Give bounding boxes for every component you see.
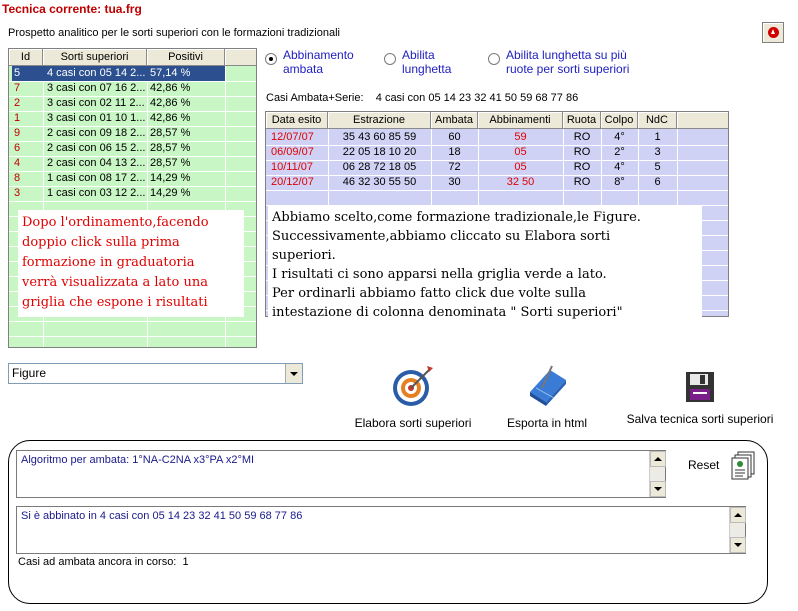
scroll-down-button[interactable] xyxy=(730,537,746,553)
col-header-abbinamenti[interactable]: Abbinamenti xyxy=(478,112,563,129)
cell-ndc: 6 xyxy=(654,176,661,188)
cell-data-esito: 06/09/07 xyxy=(271,146,314,158)
cell-id: 8 xyxy=(14,172,21,184)
note-line: Dopo l'ordinamento,facendo xyxy=(22,215,209,230)
grid-line xyxy=(9,201,256,202)
annotation-note-black xyxy=(268,206,702,318)
scroll-up-button[interactable] xyxy=(730,507,746,523)
grid-line xyxy=(9,321,256,322)
radio-abilita-lunghetta[interactable] xyxy=(384,48,451,76)
esporta-label: Esporta in html xyxy=(506,416,588,430)
cell-id: 6 xyxy=(14,142,21,154)
cell-sorte: 1 casi con 03 12 2... xyxy=(47,187,146,199)
cell-sorte: 3 casi con 01 10 1... xyxy=(47,112,146,124)
cell-ambata: 18 xyxy=(448,146,461,158)
note-line: I risultati ci sono apparsi nella griglia verde a lato. xyxy=(272,267,607,282)
cell-colpo: 8° xyxy=(614,176,625,188)
col-header-colpo[interactable]: Colpo xyxy=(601,112,638,129)
cell-ambata: 72 xyxy=(448,161,461,173)
col-header-ruota[interactable]: Ruota xyxy=(563,112,601,129)
note-line: doppio click sulla prima xyxy=(22,235,180,250)
cell-ndc: 5 xyxy=(654,161,661,173)
col-header-empty xyxy=(677,112,728,129)
cell-positivi: 42,86 % xyxy=(150,112,191,124)
cell-sorte: 3 casi con 07 16 2... xyxy=(47,82,146,94)
cell-id: 2 xyxy=(14,97,21,109)
cell-estrazione: 06 28 72 18 05 xyxy=(342,161,417,173)
elabora-label: Elabora sorti superiori xyxy=(354,416,472,430)
page-subtitle: Prospetto analitico per le sorti superiori con le formazioni tradizionali xyxy=(8,27,340,39)
cell-id: 9 xyxy=(14,127,21,139)
cell-positivi: 28,57 % xyxy=(150,157,191,169)
abbinato-scrollbar[interactable] xyxy=(729,507,745,553)
cell-sorte: 1 casi con 08 17 2... xyxy=(47,172,146,184)
grid-line xyxy=(266,190,728,191)
cell-data-esito: 12/07/07 xyxy=(271,131,314,143)
cell-ambata: 30 xyxy=(448,176,461,188)
cell-estrazione: 35 43 60 85 59 xyxy=(342,131,417,143)
casi-in-corso: Casi ad ambata ancora in corso: 1 xyxy=(18,556,189,568)
cell-colpo: 4° xyxy=(614,161,625,173)
radio-label: ruote per sorti superiori xyxy=(506,62,630,76)
table-row[interactable] xyxy=(9,96,225,111)
cell-abbinamenti: 05 xyxy=(514,146,527,158)
cell-sorte: 2 casi con 04 13 2... xyxy=(47,157,146,169)
cell-ruota: RO xyxy=(573,176,591,188)
cell-sorte: 3 casi con 02 11 2... xyxy=(47,97,145,109)
cell-id: 1 xyxy=(14,112,21,124)
note-line: Abbiamo scelto,come formazione tradizionale,le Figure. xyxy=(272,210,641,225)
cell-abbinamenti: 59 xyxy=(514,131,527,143)
document-reset-icon xyxy=(730,450,756,480)
radio-label: lunghetta xyxy=(402,62,452,76)
abbinato-memo[interactable] xyxy=(16,506,746,554)
col-header-sorti-superiori[interactable]: Sorti superiori xyxy=(43,49,147,66)
salva-tecnica-button[interactable] xyxy=(620,370,780,426)
col-header-ambata[interactable]: Ambata xyxy=(431,112,478,129)
cell-id: 4 xyxy=(14,157,21,169)
radio-unchecked-icon xyxy=(488,53,500,65)
casi-value: 4 casi con 05 14 23 32 41 50 59 68 77 86 xyxy=(375,92,579,104)
cell-id: 3 xyxy=(14,187,21,199)
cell-sorte: 2 casi con 09 18 2... xyxy=(47,127,146,139)
col-header-positivi[interactable]: Positivi xyxy=(147,49,225,66)
chevron-down-icon xyxy=(290,372,298,376)
cell-ruota: RO xyxy=(573,131,591,143)
casi-ambata-serie xyxy=(266,92,578,104)
dropdown-arrow-button[interactable] xyxy=(285,364,302,383)
col-header-estrazione[interactable]: Estrazione xyxy=(328,112,431,129)
note-line: Per ordinarli abbiamo fatto click due volte sulla xyxy=(272,286,586,301)
casi-label: Casi Ambata+Serie: xyxy=(266,92,364,104)
chevron-down-icon xyxy=(734,543,742,547)
algoritmo-scrollbar[interactable] xyxy=(649,451,665,497)
radio-unchecked-icon xyxy=(384,53,396,65)
note-line: Successivamente,abbiamo cliccato su Elabora sorti xyxy=(272,229,611,244)
cell-sorte: 2 casi con 06 15 2... xyxy=(47,142,146,154)
cell-positivi: 28,57 % xyxy=(150,142,191,154)
cell-estrazione: 46 32 30 55 50 xyxy=(342,176,417,188)
col-header-empty xyxy=(225,49,256,66)
cell-ruota: RO xyxy=(573,161,591,173)
table-row[interactable] xyxy=(266,145,677,160)
cell-positivi: 14,29 % xyxy=(150,172,191,184)
cell-colpo: 2° xyxy=(614,146,625,158)
radio-abbinamento-ambata[interactable] xyxy=(265,48,354,76)
sorti-grid-header xyxy=(9,49,256,66)
chevron-down-icon xyxy=(654,487,662,491)
formazione-select[interactable] xyxy=(8,363,303,384)
col-header-id[interactable]: Id xyxy=(9,49,43,66)
cell-positivi: 14,29 % xyxy=(150,187,191,199)
cell-positivi: 57,14 % xyxy=(147,66,225,81)
radio-label: Abilita lunghetta su più xyxy=(506,48,627,62)
cell-ambata: 60 xyxy=(448,131,461,143)
table-row[interactable] xyxy=(9,186,225,201)
cell-positivi: 42,86 % xyxy=(150,82,191,94)
radio-label: Abbinamento xyxy=(283,48,354,62)
note-line: intestazione di colonna denominata " Sorti superiori" xyxy=(272,305,623,320)
cell-estrazione: 22 05 18 10 20 xyxy=(342,146,417,158)
radio-lunghetta-piu-ruote[interactable] xyxy=(488,48,629,76)
table-row[interactable] xyxy=(9,171,225,186)
table-row[interactable] xyxy=(9,141,225,156)
save-icon xyxy=(684,370,716,404)
radio-label: ambata xyxy=(283,62,324,76)
algoritmo-memo[interactable] xyxy=(16,450,666,498)
table-row[interactable] xyxy=(266,160,677,175)
book-icon xyxy=(524,362,570,408)
scroll-up-button[interactable] xyxy=(650,451,666,467)
cell-positivi: 42,86 % xyxy=(150,97,191,109)
table-row[interactable] xyxy=(9,81,225,96)
annotation-note-red xyxy=(18,210,244,317)
cell-ndc: 3 xyxy=(654,146,661,158)
cell-id: 5 xyxy=(12,66,43,81)
eject-icon xyxy=(768,27,779,38)
target-icon xyxy=(391,364,435,408)
cell-positivi: 28,57 % xyxy=(150,127,191,139)
esporta-html-button[interactable] xyxy=(497,362,597,430)
formazione-select-value: Figure xyxy=(12,366,47,380)
scroll-down-button[interactable] xyxy=(650,481,666,497)
abbinato-text: Si è abbinato in 4 casi con 05 14 23 32 41 50 59 68 77 86 xyxy=(21,510,303,522)
elabora-sorti-button[interactable] xyxy=(350,364,476,430)
cell-data-esito: 20/12/07 xyxy=(271,176,314,188)
reset-label[interactable]: Reset xyxy=(688,458,720,472)
radio-checked-icon xyxy=(265,53,277,65)
note-line: superiori. xyxy=(272,248,336,263)
chevron-up-icon xyxy=(654,457,662,461)
table-row[interactable] xyxy=(9,126,225,141)
chevron-up-icon xyxy=(734,513,742,517)
table-row[interactable] xyxy=(9,156,225,171)
table-row[interactable] xyxy=(9,66,225,81)
note-line: griglia che espone i risultati xyxy=(22,295,208,310)
cell-ndc: 1 xyxy=(654,131,661,143)
grid-line xyxy=(9,336,256,337)
note-line: verrà visualizzata a lato una xyxy=(22,275,208,290)
algoritmo-text: Algoritmo per ambata: 1°NA-C2NA x3°PA x2°MI xyxy=(21,454,255,466)
note-line: formazione in graduatoria xyxy=(22,255,195,270)
reset-button[interactable] xyxy=(730,450,756,480)
table-row[interactable] xyxy=(266,175,677,190)
radio-label: Abilita xyxy=(402,48,435,62)
table-row[interactable] xyxy=(266,130,677,145)
col-header-data-esito[interactable]: Data esito xyxy=(266,112,328,129)
cell-sorte: 4 casi con 05 14 2... xyxy=(43,66,147,81)
close-window-button[interactable] xyxy=(762,22,784,43)
cell-abbinamenti: 05 xyxy=(514,161,527,173)
cell-id: 7 xyxy=(14,82,21,94)
col-header-ndc[interactable]: NdC xyxy=(638,112,677,129)
cell-data-esito: 10/11/07 xyxy=(271,161,314,173)
cell-abbinamenti: 32 50 xyxy=(506,176,535,188)
window-title: Tecnica corrente: tua.frg xyxy=(2,2,142,16)
esiti-grid-header xyxy=(266,112,728,129)
salva-label: Salva tecnica sorti superiori xyxy=(626,412,774,426)
table-row[interactable] xyxy=(9,111,225,126)
cell-colpo: 4° xyxy=(614,131,625,143)
cell-ruota: RO xyxy=(573,146,591,158)
